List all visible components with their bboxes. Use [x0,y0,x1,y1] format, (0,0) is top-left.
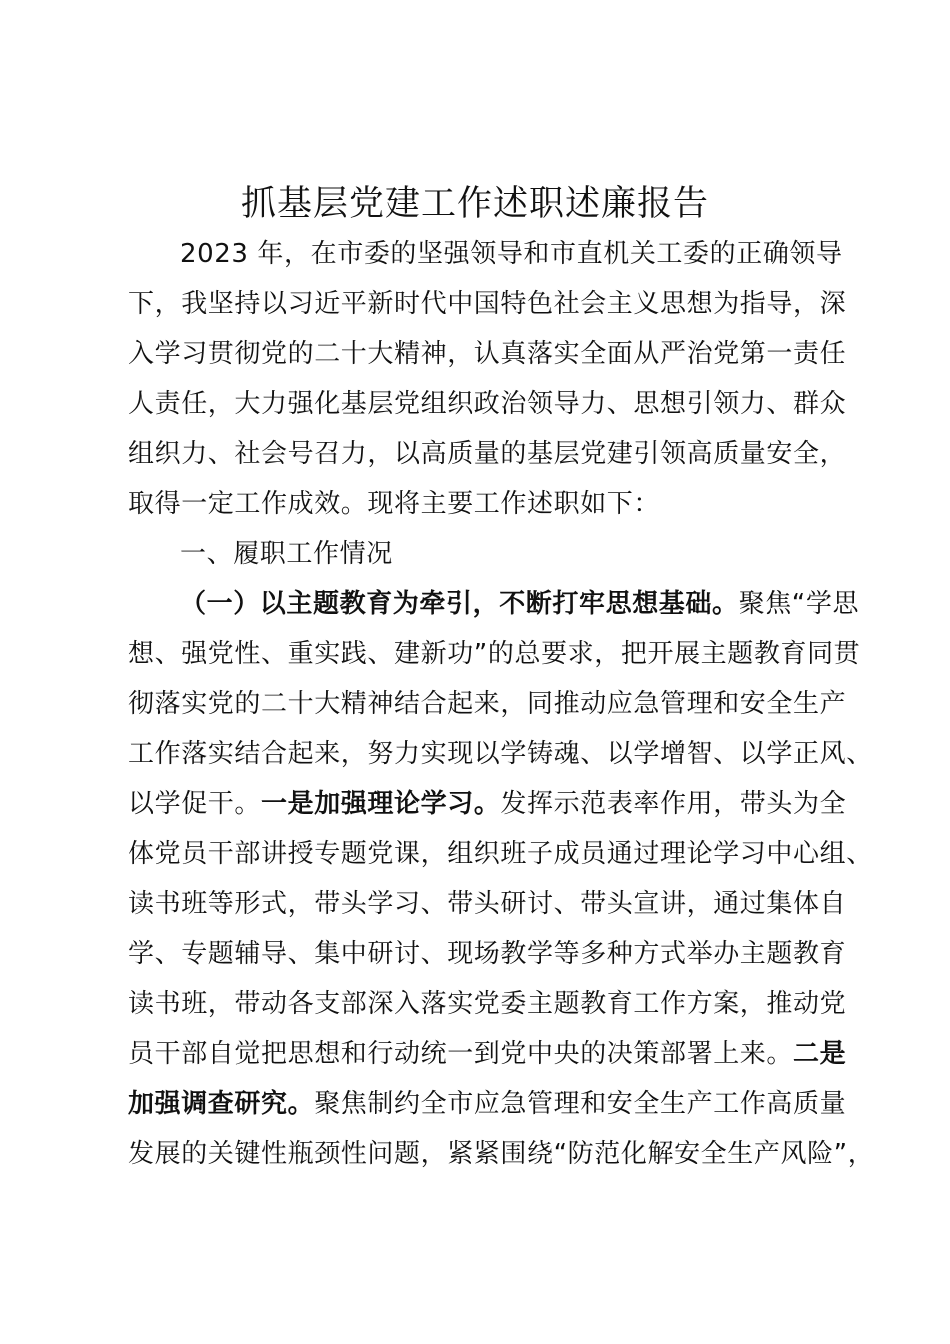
text-run: 发挥示范表率作用，带头为全 [500,789,847,819]
text-run: 取得一定工作成效。现将主要工作述职如下： [128,489,661,519]
paragraph-line [128,279,858,329]
paragraph-line [128,629,861,679]
bold-run: 加强调查研究。 [128,1089,315,1119]
paragraph-line [128,429,858,479]
text-run: 聚焦制约全市应急管理和安全生产工作高质量 [314,1089,847,1119]
text-run: 下，我坚持以习近平新时代中国特色社会主义思想为指导，深 [128,289,847,319]
bold-run: 二是 [793,1039,847,1069]
paragraph-line [128,879,858,929]
paragraph-line [128,679,858,729]
paragraph-line [128,329,858,379]
paragraph-line [128,479,858,529]
paragraph-line [128,1129,875,1179]
paragraph-line [128,1029,858,1079]
paragraph-line [128,979,858,1029]
text-run: 入学习贯彻党的二十大精神，认真落实全面从严治党第一责任 [128,339,847,369]
text-run: 彻落实党的二十大精神结合起来，同推动应急管理和安全生产 [128,689,847,719]
paragraph-line [128,379,858,429]
heading-text: 一、履职工作情况 [180,539,393,569]
bold-run: 一是加强理论学习。 [261,789,501,819]
text-run: 组织力、社会号召力，以高质量的基层党建引领高质量安全， [128,439,847,469]
text-run: 想、强党性、重实践、建新功”的总要求，把开展主题教育同贯 [128,639,861,669]
document-title: 抓基层党建工作述职述廉报告 [240,184,709,224]
subheading-bold: （一）以主题教育为牵引，不断打牢思想基础。 [180,589,739,619]
paragraph-line [128,1079,858,1129]
text-run: 体党员干部讲授专题党课，组织班子成员通过理论学习中心组、 [128,839,873,869]
text-run: 以学促干。 [128,789,262,819]
text-run: 发展的关键性瓶颈性问题，紧紧围绕“防范化解安全生产风险”， [128,1139,875,1169]
text-run: 读书班，带动各支部深入落实党委主题教育工作方案，推动党 [128,989,847,1019]
paragraph-line [128,929,858,979]
paragraph-line [128,829,873,879]
paragraph-line [128,779,858,829]
text-run: 员干部自觉把思想和行动统一到党中央的决策部署上来。 [128,1039,794,1069]
text-run: 工作落实结合起来，努力实现以学铸魂、以学增智、以学正风、 [128,739,873,769]
text-run: 2023 年，在市委的坚强领导和市直机关工委的正确领导 [180,239,843,269]
paragraph-line [128,579,858,629]
text-run: 学、专题辅导、集中研讨、现场教学等多种方式举办主题教育 [128,939,847,969]
text-run: 人责任，大力强化基层党组织政治领导力、思想引领力、群众 [128,389,847,419]
paragraph-line [128,729,873,779]
text-run: 聚焦“学思 [738,589,860,619]
section-heading [128,529,858,579]
text-run: 读书班等形式，带头学习、带头研讨、带头宣讲，通过集体自 [128,889,847,919]
paragraph-line [128,229,858,279]
